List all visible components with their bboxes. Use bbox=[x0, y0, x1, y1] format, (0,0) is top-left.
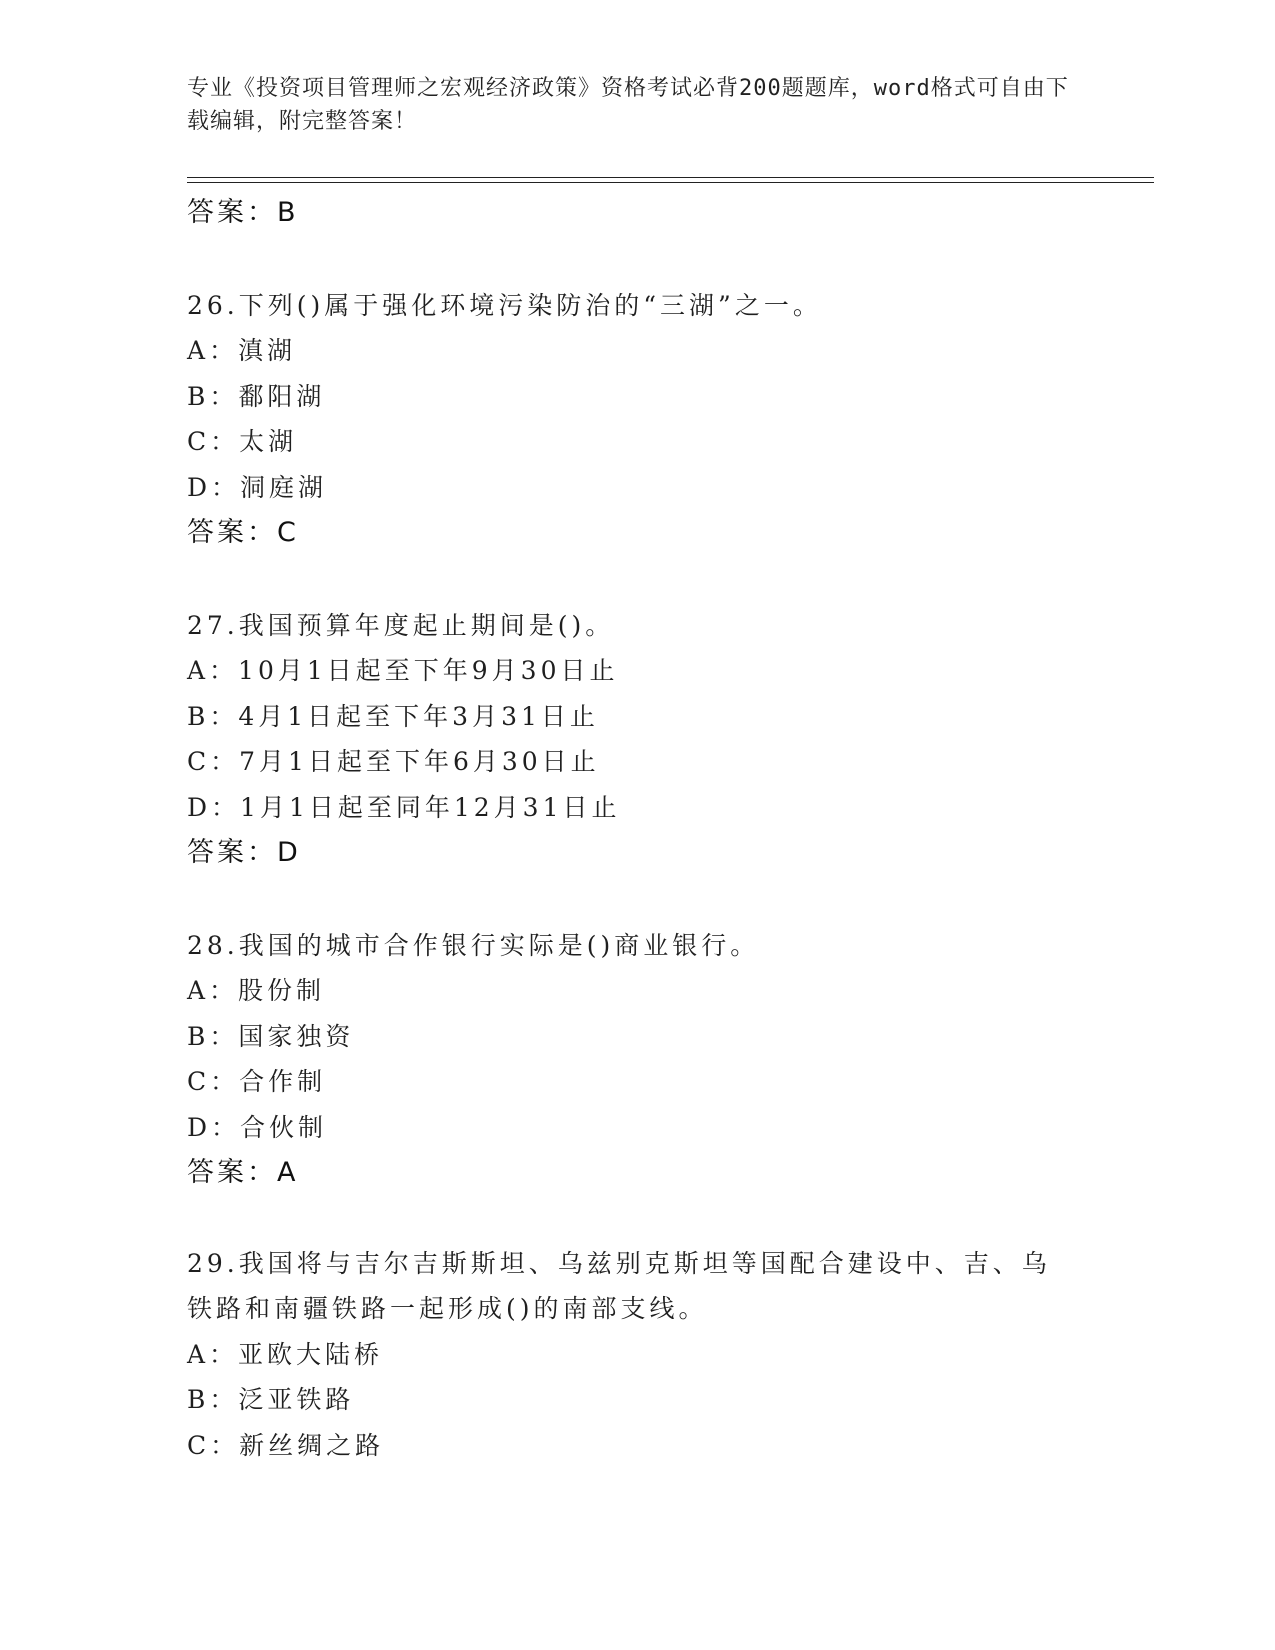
option-d: D：洞庭湖 bbox=[187, 472, 328, 502]
option-a: A：滇湖 bbox=[187, 336, 297, 365]
question-block bbox=[187, 283, 1147, 556]
option-b: B：泛亚铁路 bbox=[187, 1385, 355, 1414]
question-stem: 27.我国预算年度起止期间是()。 bbox=[187, 610, 615, 640]
option-b: B：4月1日起至下年3月31日止 bbox=[187, 701, 599, 731]
option-a: A：亚欧大陆桥 bbox=[187, 1339, 384, 1369]
question-stem: 29.我国将与吉尔吉斯斯坦、乌兹别克斯坦等国配合建设中、吉、乌铁路和南疆铁路一起形成()的南部支线。 bbox=[187, 1248, 1051, 1323]
header-rule-bottom bbox=[187, 182, 1154, 183]
option-b: B：鄱阳湖 bbox=[187, 381, 326, 411]
question-stem: 26.下列()属于强化环境污染防治的“三湖”之一。 bbox=[187, 290, 822, 320]
option-a: A：10月1日起至下年9月30日止 bbox=[187, 656, 619, 685]
previous-answer: 答案：B bbox=[187, 197, 299, 228]
answer: 答案：C bbox=[187, 517, 299, 548]
option-c: C：合作制 bbox=[187, 1067, 327, 1096]
option-b: B：国家独资 bbox=[187, 1021, 355, 1051]
page-header: 专业《投资项目管理师之宏观经济政策》资格考试必背200题题库，word格式可自由下载编辑，附完整答案！ bbox=[187, 76, 1069, 134]
header-rule-top bbox=[187, 177, 1154, 178]
answer: 答案：D bbox=[187, 837, 301, 868]
option-c: C：新丝绸之路 bbox=[187, 1430, 385, 1460]
question-list bbox=[187, 190, 1147, 1468]
question-stem: 28.我国的城市合作银行实际是()商业银行。 bbox=[187, 930, 760, 960]
option-a: A：股份制 bbox=[187, 976, 326, 1005]
question-block bbox=[187, 1241, 1147, 1469]
option-c: C：太湖 bbox=[187, 427, 298, 456]
question-block bbox=[187, 603, 1147, 876]
answer: 答案：A bbox=[187, 1157, 299, 1188]
option-c: C：7月1日起至下年6月30日止 bbox=[187, 747, 600, 776]
option-d: D：1月1日起至同年12月31日止 bbox=[187, 792, 621, 822]
option-d: D：合伙制 bbox=[187, 1112, 328, 1142]
question-block bbox=[187, 923, 1147, 1196]
